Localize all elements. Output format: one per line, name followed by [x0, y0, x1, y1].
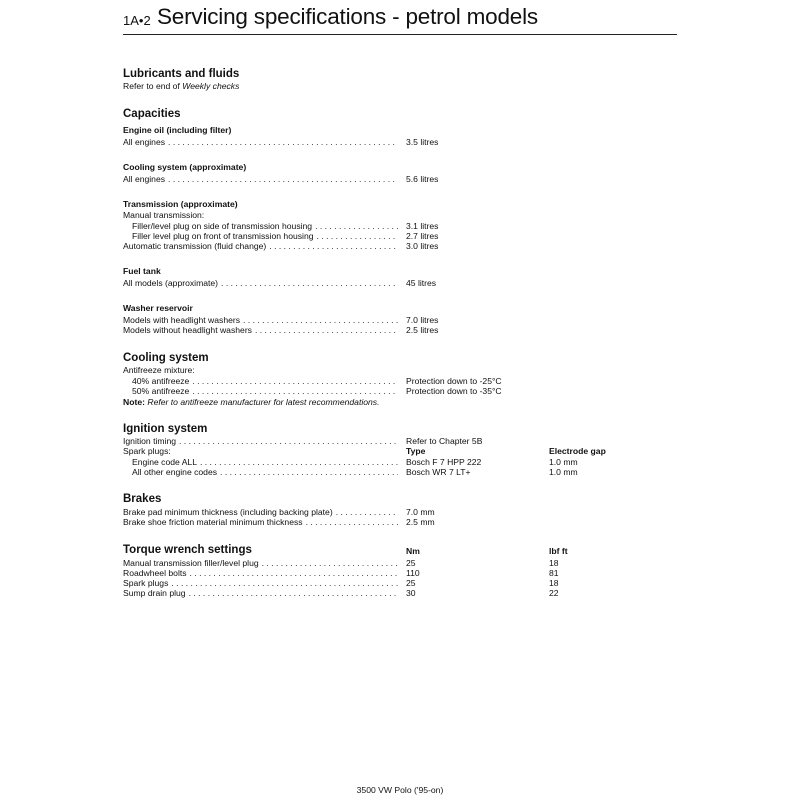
torque-lbf-value: 22 [549, 588, 559, 598]
washer-with-row: Models with headlight washers . . . [123, 315, 398, 325]
antifreeze-50-row: 50% antifreeze . . . [132, 386, 398, 396]
other-engine-codes-type: Bosch WR 7 LT+ [406, 467, 471, 477]
torque-lbf-value: 81 [549, 568, 559, 578]
page-footer: 3500 VW Polo ('95-on) [356, 785, 444, 795]
torque-nm-value: 25 [406, 578, 416, 588]
torque-row: Spark plugs . . . [123, 578, 398, 588]
antifreeze-mixture-label: Antifreeze mixture: [123, 365, 195, 375]
ignition-timing-value: Refer to Chapter 5B [406, 436, 483, 446]
cooling-capacity-subheading: Cooling system (approximate) [123, 162, 247, 172]
electrode-gap-column-header: Electrode gap [549, 446, 606, 456]
transmission-auto-row: Automatic transmission (fluid change) . . . [123, 241, 398, 251]
antifreeze-50-value: Protection down to -35°C [406, 386, 502, 396]
torque-row: Roadwheel bolts . . . [123, 568, 398, 578]
transmission-side-value: 3.1 litres [406, 221, 439, 231]
engine-oil-subheading: Engine oil (including filter) [123, 125, 232, 135]
torque-lbf-value: 18 [549, 558, 559, 568]
fuel-tank-subheading: Fuel tank [123, 266, 161, 276]
transmission-subheading: Transmission (approximate) [123, 199, 238, 209]
transmission-auto-value: 3.0 litres [406, 241, 439, 251]
engine-oil-value: 3.5 litres [406, 137, 439, 147]
cooling-capacity-value: 5.6 litres [406, 174, 439, 184]
washer-with-value: 7.0 litres [406, 315, 439, 325]
brake-shoe-row: Brake shoe friction material minimum thickness . . . [123, 517, 398, 527]
lbf-ft-column-header: lbf ft [549, 546, 568, 556]
torque-row: Manual transmission filler/level plug . . . [123, 558, 398, 568]
ignition-timing-row: Ignition timing . . . [123, 436, 398, 446]
fuel-tank-row: All models (approximate) . . . [123, 278, 398, 288]
antifreeze-40-row: 40% antifreeze . . . [132, 376, 398, 386]
cooling-capacity-row: All engines . . . [123, 174, 398, 184]
page-title: Servicing specifications - petrol models [157, 4, 538, 29]
transmission-front-row: Filler level plug on front of transmission housing . . . [132, 231, 398, 241]
torque-nm-value: 30 [406, 588, 416, 598]
torque-heading: Torque wrench settings [123, 544, 252, 556]
engine-code-all-row: Engine code ALL . . . [132, 457, 398, 467]
page-header [123, 5, 677, 35]
other-engine-codes-row: All other engine codes . . . [132, 467, 398, 477]
washer-without-value: 2.5 litres [406, 325, 439, 335]
engine-code-all-gap: 1.0 mm [549, 457, 578, 467]
washer-subheading: Washer reservoir [123, 303, 193, 313]
transmission-side-row: Filler/level plug on side of transmission housing . . . [132, 221, 398, 231]
brake-shoe-value: 2.5 mm [406, 517, 435, 527]
antifreeze-note: Note: Refer to antifreeze manufacturer for latest recommendations. [123, 397, 380, 407]
nm-column-header: Nm [406, 546, 420, 556]
antifreeze-40-value: Protection down to -25°C [406, 376, 502, 386]
torque-lbf-value: 18 [549, 578, 559, 588]
other-engine-codes-gap: 1.0 mm [549, 467, 578, 477]
brake-pad-row: Brake pad minimum thickness (including backing plate) . . . [123, 507, 398, 517]
spark-plugs-label: Spark plugs: [123, 446, 171, 456]
transmission-front-value: 2.7 litres [406, 231, 439, 241]
brakes-heading: Brakes [123, 493, 162, 505]
type-column-header: Type [406, 446, 426, 456]
cooling-system-heading: Cooling system [123, 352, 209, 364]
brake-pad-value: 7.0 mm [406, 507, 435, 517]
page-code: 1A•2 [123, 13, 151, 28]
engine-oil-row: All engines . . . [123, 137, 398, 147]
lubricants-note: Refer to end of Weekly checks [123, 81, 240, 91]
lubricants-heading: Lubricants and fluids [123, 68, 240, 80]
torque-row: Sump drain plug . . . [123, 588, 398, 598]
torque-nm-value: 110 [406, 568, 420, 578]
fuel-tank-value: 45 litres [406, 278, 437, 288]
capacities-heading: Capacities [123, 108, 181, 120]
torque-nm-value: 25 [406, 558, 416, 568]
washer-without-row: Models without headlight washers . . . [123, 325, 398, 335]
engine-code-all-type: Bosch F 7 HPP 222 [406, 457, 482, 467]
manual-transmission-label: Manual transmission: [123, 210, 205, 220]
ignition-heading: Ignition system [123, 423, 208, 435]
